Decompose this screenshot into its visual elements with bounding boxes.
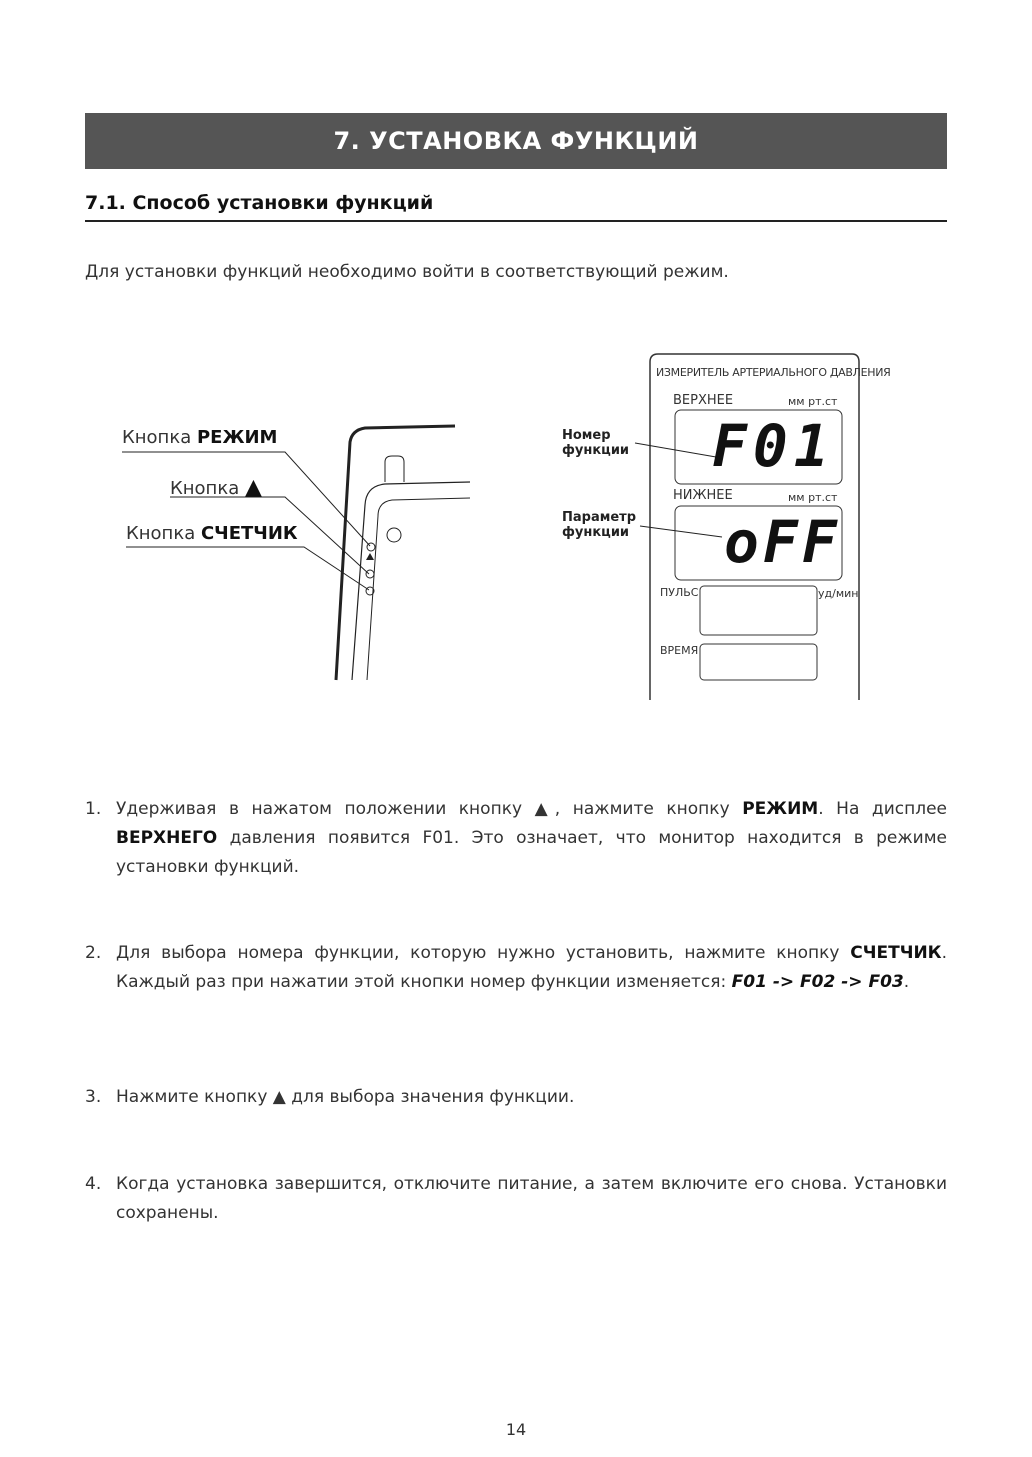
device-body-drawing xyxy=(336,426,470,680)
callout-bold: СЧЕТЧИК xyxy=(200,523,298,544)
pulse-unit: уд/мин xyxy=(818,587,859,600)
text-run: . На дисплее xyxy=(818,799,947,819)
up-triangle-icon: ▲ xyxy=(244,475,262,500)
step-text xyxy=(116,795,947,882)
callout-prefix: Кнопка xyxy=(122,427,192,448)
callout-bold: РЕЖИМ xyxy=(196,427,278,448)
step-2 xyxy=(85,939,947,997)
lower-label: НИЖНЕЕ xyxy=(673,488,733,503)
step-number: 2. xyxy=(85,943,102,963)
pulse-label: ПУЛЬС xyxy=(660,586,699,599)
text-run: Удерживая в нажатом положении кнопку ▲, нажмите кнопку xyxy=(116,799,743,819)
upper-display: F01 xyxy=(712,412,835,480)
upper-unit: мм рт.ст xyxy=(788,395,838,408)
step-text: Когда установка завершится, отключите питание, а затем включите его снова. Установки сохранены. xyxy=(116,1174,947,1223)
callout-prefix: Кнопка xyxy=(126,523,196,544)
step-number: 1. xyxy=(85,799,102,819)
callout-leaders-left xyxy=(122,452,370,590)
function-number-label: Номер функции xyxy=(562,428,630,458)
page-number: 14 xyxy=(505,1420,527,1439)
text-run: . Каждый раз при нажатии этой кнопки номер функции изменяется: xyxy=(116,943,947,992)
step-number: 3. xyxy=(85,1087,102,1107)
lower-unit: мм рт.ст xyxy=(788,491,838,504)
callout-prefix: Кнопка xyxy=(170,478,240,499)
chapter-title: 7. УСТАНОВКА ФУНКЦИЙ xyxy=(333,127,699,155)
bold-run: СЧЕТЧИК xyxy=(850,943,942,963)
mode-button-callout xyxy=(122,427,277,448)
text-run: . xyxy=(903,972,910,992)
function-param-label: Параметр функции xyxy=(562,510,637,540)
step-number: 4. xyxy=(85,1174,102,1194)
chapter-title-bar xyxy=(85,113,947,169)
panel-title: ИЗМЕРИТЕЛЬ АРТЕРИАЛЬНОГО ДАВЛЕНИЯ xyxy=(656,366,891,379)
italic-run: F01 -> F02 -> F03 xyxy=(731,972,904,992)
step-4 xyxy=(85,1170,947,1228)
lower-display: oFF xyxy=(724,508,841,576)
time-label: ВРЕМЯ xyxy=(660,644,699,657)
step-1 xyxy=(85,795,947,882)
text-run: давления появится F01. Это означает, что монитор находится в режиме установки функций. xyxy=(116,828,947,877)
bold-run: ВЕРХНЕГО xyxy=(116,828,218,848)
bold-run: РЕЖИМ xyxy=(742,799,819,819)
section-title: 7.1. Способ установки функций xyxy=(85,192,947,222)
step-text xyxy=(116,939,947,997)
upper-label: ВЕРХНЕЕ xyxy=(673,393,734,408)
text-run: Для выбора номера функции, которую нужно установить, нажмите кнопку xyxy=(116,943,851,963)
intro-paragraph: Для установки функций необходимо войти в соответствующий режим. xyxy=(85,262,729,282)
step-text: Нажмите кнопку ▲ для выбора значения функции. xyxy=(116,1087,575,1107)
step-3 xyxy=(85,1083,947,1112)
up-button-callout xyxy=(170,475,262,500)
counter-button-callout xyxy=(126,523,298,544)
